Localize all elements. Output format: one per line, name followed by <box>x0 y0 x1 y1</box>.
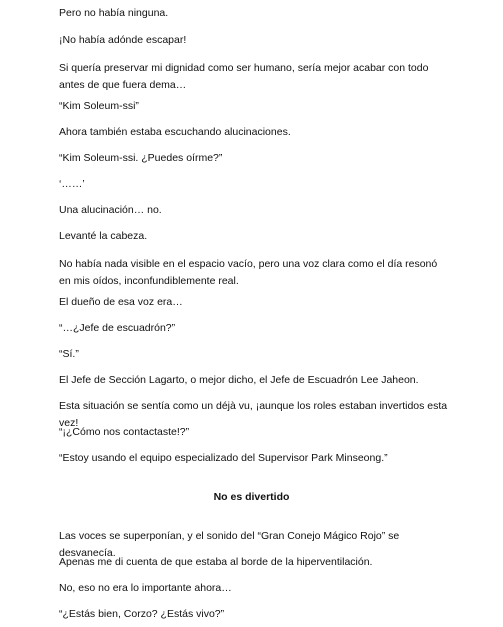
paragraph: Pero no había ninguna. <box>59 7 169 19</box>
paragraph: El dueño de esa voz era… <box>59 296 183 308</box>
paragraph: Apenas me di cuenta de que estaba al borde de la hiperventilación. <box>59 556 373 568</box>
section-heading: No es divertido <box>213 491 290 503</box>
paragraph: “…¿Jefe de escuadrón?” <box>59 322 176 334</box>
paragraph: Las voces se superponían, y el sonido del “Gran Conejo Mágico Rojo” se desvanecía. <box>59 530 400 559</box>
paragraph: El Jefe de Sección Lagarto, o mejor dicho, el Jefe de Escuadrón Lee Jaheon. <box>59 374 419 386</box>
paragraph: ¡No había adónde escapar! <box>59 34 187 46</box>
paragraph: ‘……’ <box>59 178 85 190</box>
paragraph: No había nada visible en el espacio vacío, pero una voz clara como el día resonó en mis oídos, inconfundiblemente real. <box>59 258 438 287</box>
paragraph: Si quería preservar mi dignidad como ser humano, sería mejor acabar con todo antes de que fuera dema… <box>59 62 429 91</box>
paragraph: Esta situación se sentía como un déjà vu, ¡aunque los roles estaban invertidos esta vez! <box>59 400 448 429</box>
paragraph: “Kim Soleum-ssi. ¿Puedes oírme?” <box>59 152 223 164</box>
paragraph: Una alucinación… no. <box>59 204 162 216</box>
paragraph: No, eso no era lo importante ahora… <box>59 582 232 594</box>
paragraph: “¿Estás bien, Corzo? ¿Estás vivo?” <box>59 608 225 620</box>
paragraph: “Sí.” <box>59 348 79 360</box>
paragraph: Levanté la cabeza. <box>59 230 148 242</box>
paragraph: “Estoy usando el equipo especializado del Supervisor Park Minseong.” <box>59 452 388 464</box>
paragraph: Ahora también estaba escuchando alucinaciones. <box>59 126 291 138</box>
paragraph: “¡¿Cómo nos contactaste!?” <box>59 426 190 438</box>
paragraph: “Kim Soleum-ssi” <box>59 100 139 112</box>
